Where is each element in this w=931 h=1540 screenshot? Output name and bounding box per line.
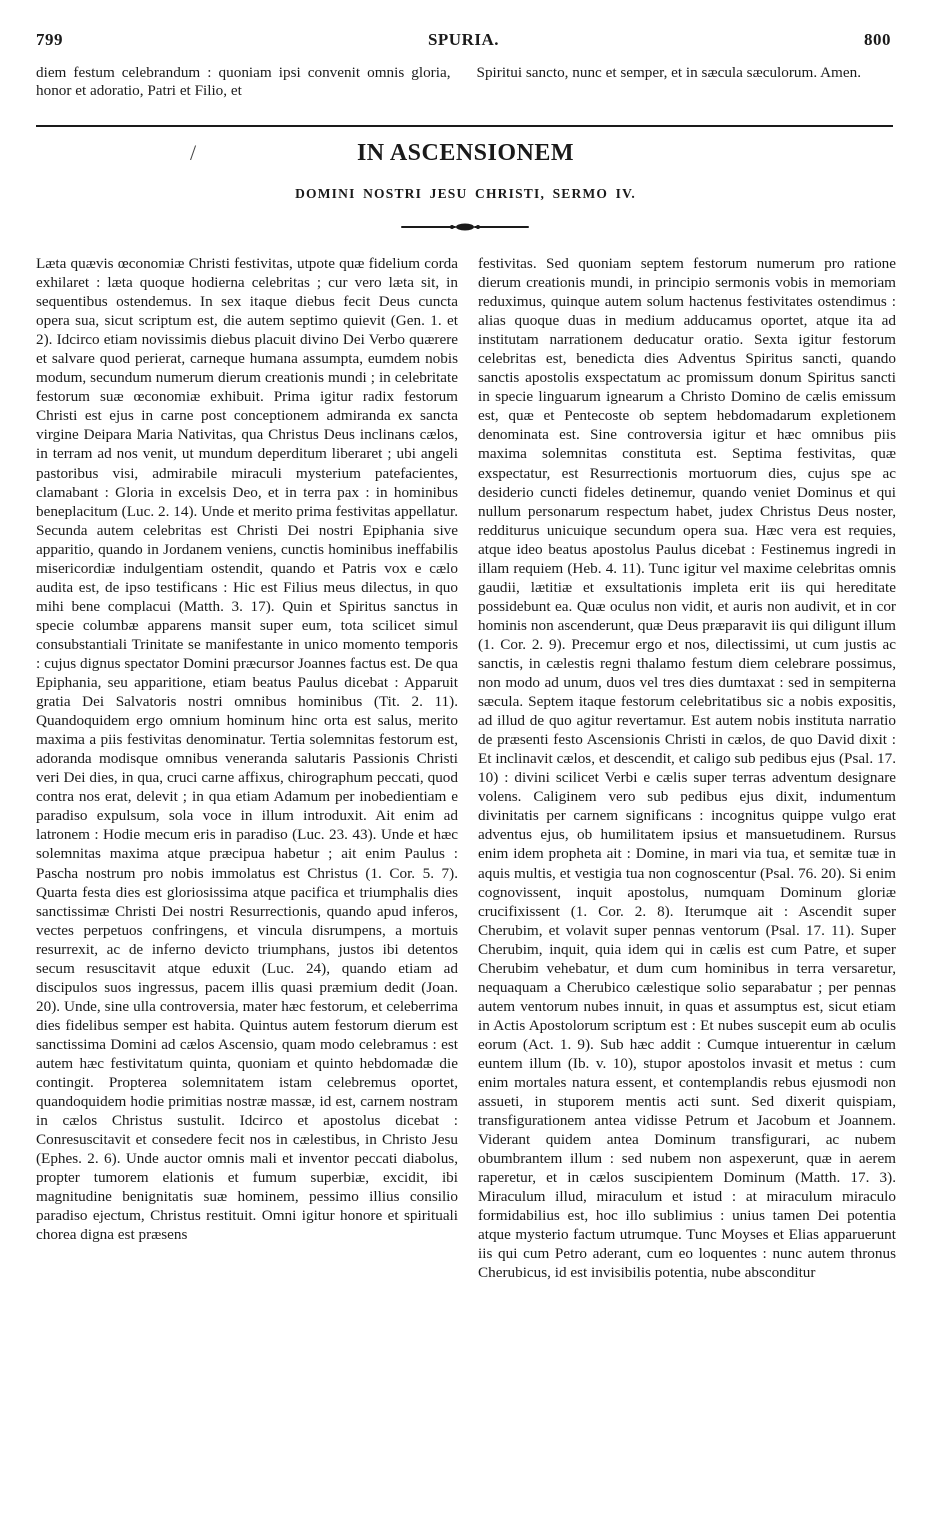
body-column-right — [478, 254, 896, 1283]
carryover-left: diem festum celebrandum : quoniam ipsi convenit omnis gloria, honor et adoratio, Patri et Filio, et — [36, 64, 451, 99]
section-divider — [36, 125, 893, 127]
body-text-left: Læta quævis œconomiæ Christi festivitas, utpote quæ fidelium corda exhilaret : læta quoque hodierna celebritas ; cur vero læta sit, in sequentibus ostendemus. In sex itaque diebus fecit Deus cuncta opera sua, sicut scriptum est, die autem septimo quievit (Gen. 1. et 2). Idcirco etiam novissimis diebus placuit divino Dei Verbo quærere et salvare quod perierat, carneque humana assumpta, eumdem nobis modum, secundum numerum dierum creationis mundi ; in celebritate festorum suæ œconomiæ exhibuit. Prima igitur radix festorum Christi est ejus in carne post conceptionem admiranda ex sancta virgine Deipara Maria Nativitas, qua Christus Deus inclinans cælos, in terram ad nos venit, ut mundum deperditum liberaret ; ubi angeli pastoribus visi, admirabile miraculi mysterium patefacientes, clamabant : Gloria in excelsis Deo, et in terra pax : in hominibus beneplacitum (Luc. 2. 14). Unde et merito prima festivitas appellatur. Secunda autem celebritas est Christi Dei nostri Epiphania sive apparitio, quando in Jordanem veniens, cunctis hominibus ineffabilis misericordiæ indulgentiam ostendit, quando et Patris vox e cælo audita est, de ipso testificans : Hic est Filius meus dilectus, in quo mihi bene complacui (Matth. 3. 17). Quin et Spiritus sanctus in specie columbæ apparens mansit super eum, tota scilicet simul consubstantiali Trinitate se manifestante in unico momento temporis : cujus dignus spectator Domini præcursor Joannes factus est. De qua Epiphania, seu apparitione, etiam beatus Paulus dicebat : Apparuit gratia Dei Salvatoris nostri omnibus hominibus (Tit. 2. 11). Quandoquidem ergo omnium hominum hinc orta est salus, merito maxima a piis festivitas denominatur. Tertia solemnitas festorum est, adoranda modisque omnibus veneranda salutaris Passionis Christi veri Dei dies, in qua, cruci carne affixus, chirographum peccati, quod contra nos erat, delevit ; in qua etiam Adamum per inobedientiam e paradiso expulsum, sola voce in illum introduxit. Ait enim ad latronem : Hodie mecum eris in paradiso (Luc. 23. 43). Unde et hæc solemnitas maxima atque præcipua habetur ; ait enim Paulus : Pascha nostrum pro nobis immolatus est Christus (1. Cor. 5. 7). Quarta festa dies est gloriosissima atque pacifica et triumphalis dies sanctissimæ Christi Dei nostri Resurrectionis, quando apud inferos, vectes perpetuos confringens, et vincula disrumpens, a mortuis resurrexit, ac de inferno devicto triumphans, justos ibi detentos secum resuscitavit atque eduxit (Luc. 24), quando etiam ad discipulos suos ingressus, pacem illis quasi præmium dedit (Joan. 20). Unde, sine ulla controversia, mater hæc festorum, et celeberrima dies fidelibus semper est habita. Quintus autem festorum dierum est sanctissima Domini ad cælos Ascensio, quam modo celebramus : est autem hæc festivitatum quinta, quoniam et quinto hebdomadæ die contingit. Propterea solemnitatem istam celebremus oportet, quandoquidem hodie primitias nostræ massæ, id est, carnem nostram in cælos Christus sustulit. Idcirco et apostolus dicebat : Conresuscitavit et consedere fecit nos in cælestibus, in Christo Jesu (Ephes. 2. 6). Unde auctor omnis mali et inventor peccati diabolus, propter tumorem elationis et fumum superbiæ, excidit, ibi magnitudine benignitatis suæ hominem, pessimo illius consilio paradiso ejectum, Christus restituit. Omni igitur honore et spirituali chorea digna est præsens — [36, 255, 458, 1244]
carryover-text — [36, 64, 891, 100]
carryover-right: Spiritui sancto, nunc et semper, et in sæcula sæculorum. Amen. — [476, 64, 861, 81]
body-column-left — [36, 254, 458, 1244]
page-number-right: 800 — [864, 30, 891, 49]
ornament-divider — [400, 222, 530, 232]
running-title: SPURIA. — [427, 30, 500, 49]
sermon-title: IN ASCENSIONEM — [356, 140, 575, 166]
sermon-subtitle: DOMINI NOSTRI JESU CHRISTI, SERMO IV. — [295, 186, 636, 201]
page-number-left: 799 — [36, 30, 63, 49]
running-header — [36, 30, 891, 56]
body-text-right: festivitas. Sed quoniam septem festorum numerum pro ratione dierum creationis mundi, in principio sermonis vobis in memoriam reduximus, quinque autem solum hactenus festivitates ostendimus : alias quoque duas in medium adducamus oportet, atque ita ad institutam narrationem deducatur oratio. Sexta igitur festorum celebritas est, benedicta dies Adventus Spiritus sancti, quando sanctis apostolis exspectatum ac promissum donum Spiritus sancti in specie linguarum ignearum a Christo Domino de cælis emissum est, quæ et Pentecoste ob septem hebdomadarum expletionem denominata est. Sine controversia igitur et hæc omnibus piis maxima solemnitas constituta est. Septima festivitas, quæ exspectatur, est Resurrectionis mortuorum dies, cujus spe ac desiderio cuncti fideles detinemur, quando veniet Dominus et qui nullum personarum respectum habet, judex Christus Deus noster, redditurus unicuique secundum opera sua. Hæc vera est requies, atque ideo beatus apostolus Paulus dicebat : Festinemus ingredi in illam requiem (Heb. 4. 11). Tunc igitur vel maxime celebritas omnis gaudii, lætitiæ et exsultationis impleta erit iis qui hereditate possidebunt ea. Quæ oculus non vidit, et auris non audivit, et in cor hominis non ascenderunt, quæ Deus præparavit iis qui diligunt illum (1. Cor. 2. 9). Precemur ergo et nos, dilectissimi, ut cum justis ac sanctis, in cælestis regni thalamo festum diem celebrare possimus, non modo ad unum, duos vel tres dies dumtaxat : sed in sempiterna sæcula. Septem itaque festorum celebritatibus sic a nobis expositis, ad illud de quo agitur revertamur. Est autem nobis instituta narratio de præsenti festo Ascensionis Christi in cælos, de quo David dixit : Et inclinavit cælos, et descendit, et caligo sub pedibus ejus (Psal. 17. 10) : divini scilicet Verbi e cælis super terras adventum designare volens. Caliginem vero sub pedibus ejus dixit, indumentum divinitatis per carnem significans : incognitus quippe vulgo erat adventus ejus, ob humilitatem ipsius et mansuetudinem. Rursus enim idem propheta ait : Domine, in mari via tua, et semitæ tuæ in aquis multis, et vestigia tua non cognoscentur (Psal. 76. 20). Si enim cognovissent, inquit apostolus, numquam Dominum gloriæ crucifixissent (1. Cor. 2. 8). Iterumque ait : Ascendit super Cherubim, et volavit super pennas ventorum (Psal. 17. 11). Super Cherubim, inquit, quia idem qui in cælis est cum Patre, et super Cherubim vehebatur, et dum cum hominibus in terra versaretur, nequaquam a Cherubico cælestique solio separabatur ; per pennas autem ventorum nubes innuit, in quas et assumptus est, sicut etiam in Actis Apostolorum scriptum est : Et nubes suscepit eum ab oculis eorum (Act. 1. 9). Sub hæc addit : Cumque intuerentur in cælum euntem illum (Ib. v. 10), stupor apostolos invasit et metus : cum enim mortales natura essent, et contemplandis rebus ejusmodi non assueti, in stuporem mentis acti sunt. Sed dixerit quispiam, transfigurationem antea vidisse Petrum et Jacobum et Joannem. Viderant quidem antea Dominum transfigurari, ac nubem obumbrantem illum : sed nubem non aspexerunt, quæ in aerem raperetur, et in cælos suscipientem Dominum (Matth. 17. 3). Miraculum illud, miraculum et istud : at miraculum miraculo formidabilius est, hoc illo sublimius : unius tamen Dei potentia atque mysterio factum utrumque. Tunc Moyses et Elias apparuerunt iis qui cum Petro aderant, cum eo loquentes : nunc autem thronus Cherubicus, id est invisibilis potentia, nube absconditur — [478, 255, 896, 1282]
stray-mark: / — [190, 140, 197, 165]
